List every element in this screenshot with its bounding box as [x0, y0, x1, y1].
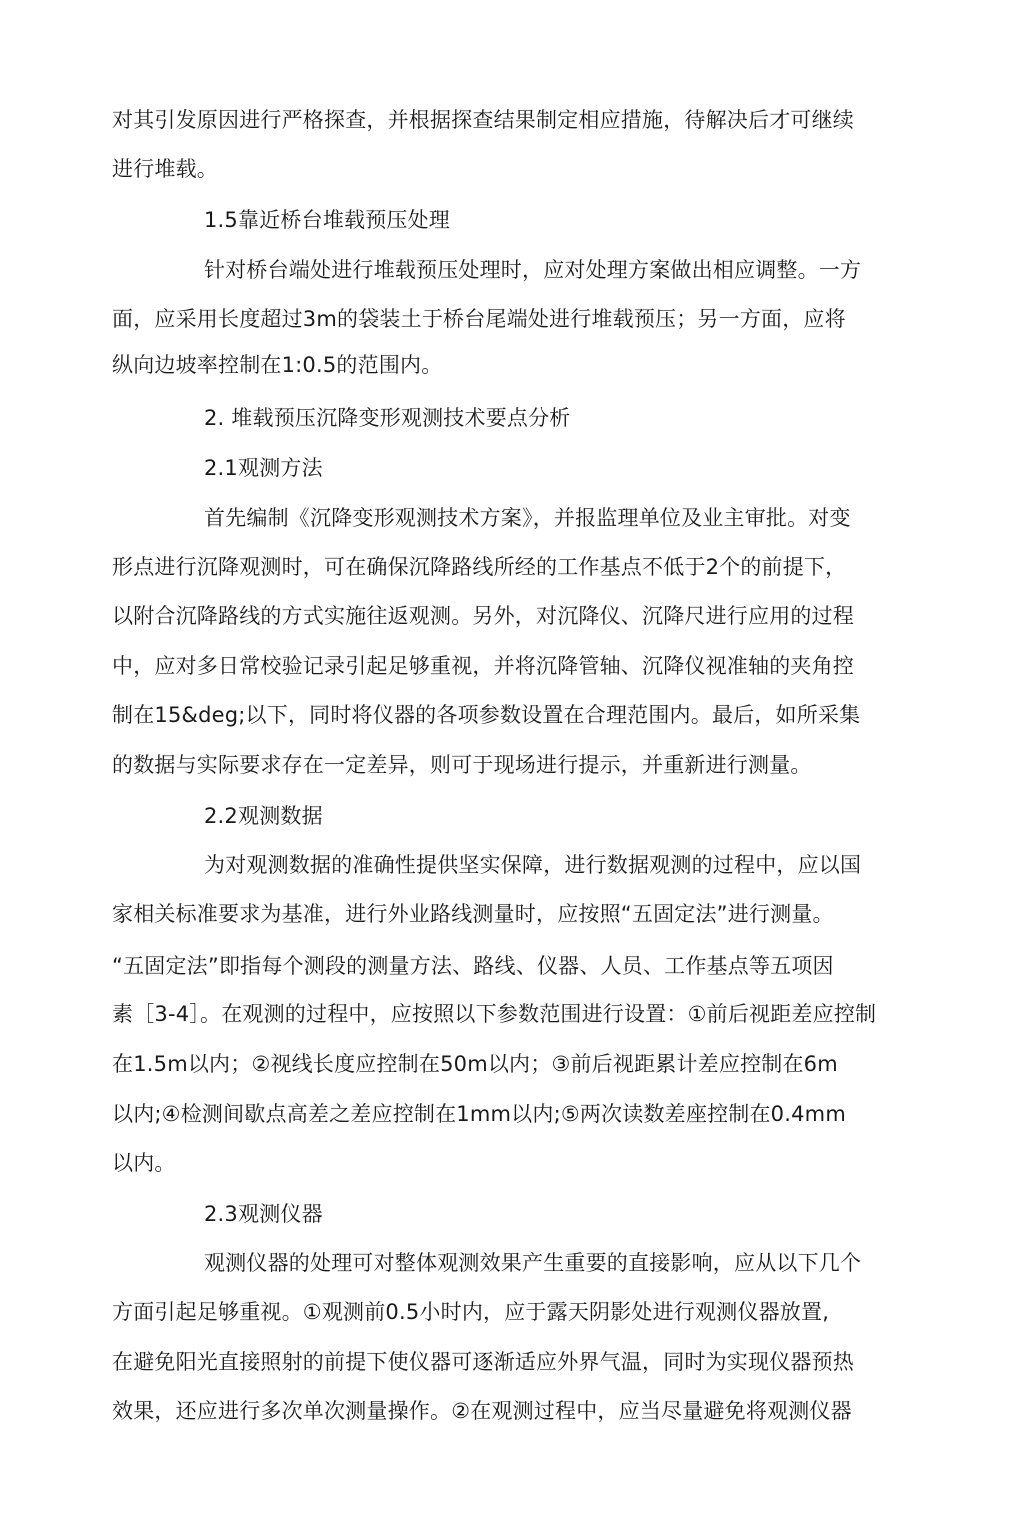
paragraph-line: 在避免阳光直接照射的前提下使仪器可逐渐适应外界气温，同时为实现仪器预热	[112, 1350, 854, 1374]
paragraph-line: 以内。	[112, 1151, 176, 1175]
paragraph-line: 对其引发原因进行严格探查，并根据探查结果制定相应措施，待解决后才可继续	[112, 108, 854, 132]
section-heading: 2.1观测方法	[204, 456, 323, 480]
paragraph-line: 中，应对多日常校验记录引起足够重视，并将沉降管轴、沉降仪视准轴的夹角控	[112, 654, 854, 678]
paragraph-line: 以附合沉降路线的方式实施往返观测。另外，对沉降仪、沉降尺进行应用的过程	[112, 604, 854, 628]
paragraph-line: 家相关标准要求为基准，进行外业路线测量时，应按照“五固定法”进行测量。	[112, 902, 834, 926]
paragraph-line: 方面引起足够重视。①观测前0.5小时内，应于露天阴影处进行观测仪器放置,	[112, 1300, 830, 1324]
paragraph-line: 的数据与实际要求存在一定差异，则可于现场进行提示，并重新进行测量。	[112, 753, 812, 777]
paragraph-line: 首先编制《沉降变形观测技术方案》，并报监理单位及业主审批。对变	[204, 506, 851, 530]
paragraph-line: 素［3-4］。在观测的过程中，应按照以下参数范围进行设置：①前后视距差应控制	[112, 1002, 877, 1026]
paragraph-line: 进行堆载。	[112, 157, 218, 181]
paragraph-line: 以内;④检测间歇点高差之差应控制在1mm以内;⑤两次读数差座控制在0.4mm	[112, 1102, 846, 1126]
paragraph-line: 纵向边坡率控制在1:0.5的范围内。	[112, 353, 443, 377]
paragraph-line: 针对桥台端处进行堆载预压处理时，应对处理方案做出相应调整。一方	[204, 258, 862, 282]
paragraph-line: 效果，还应进行多次单次测量操作。②在观测过程中，应当尽量避免将观测仪器	[112, 1399, 852, 1423]
section-heading: 2.3观测仪器	[204, 1202, 323, 1226]
paragraph-line: 面，应采用长度超过3m的袋装土于桥台尾端处进行堆载预压；另一方面，应将	[112, 307, 846, 331]
section-heading: 2.2观测数据	[204, 804, 323, 828]
paragraph-line: 为对观测数据的准确性提供坚实保障，进行数据观测的过程中，应以国	[204, 853, 862, 877]
section-heading: 1.5靠近桥台堆载预压处理	[204, 208, 450, 232]
paragraph-line: “五固定法”即指每个测段的测量方法、路线、仪器、人员、工作基点等五项因	[112, 954, 834, 978]
paragraph-line: 形点进行沉降观测时，可在确保沉降路线所经的工作基点不低于2个的前提下，	[112, 555, 847, 579]
paragraph-line: 制在15&deg;以下，同时将仪器的各项参数设置在合理范围内。最后，如所采集	[112, 703, 861, 727]
paragraph-line: 在1.5m以内；②视线长度应控制在50m以内；③前后视距累计差应控制在6m	[112, 1052, 838, 1076]
section-heading: 2. 堆载预压沉降变形观测技术要点分析	[204, 406, 571, 430]
paragraph-line: 观测仪器的处理可对整体观测效果产生重要的直接影响，应从以下几个	[204, 1251, 862, 1275]
